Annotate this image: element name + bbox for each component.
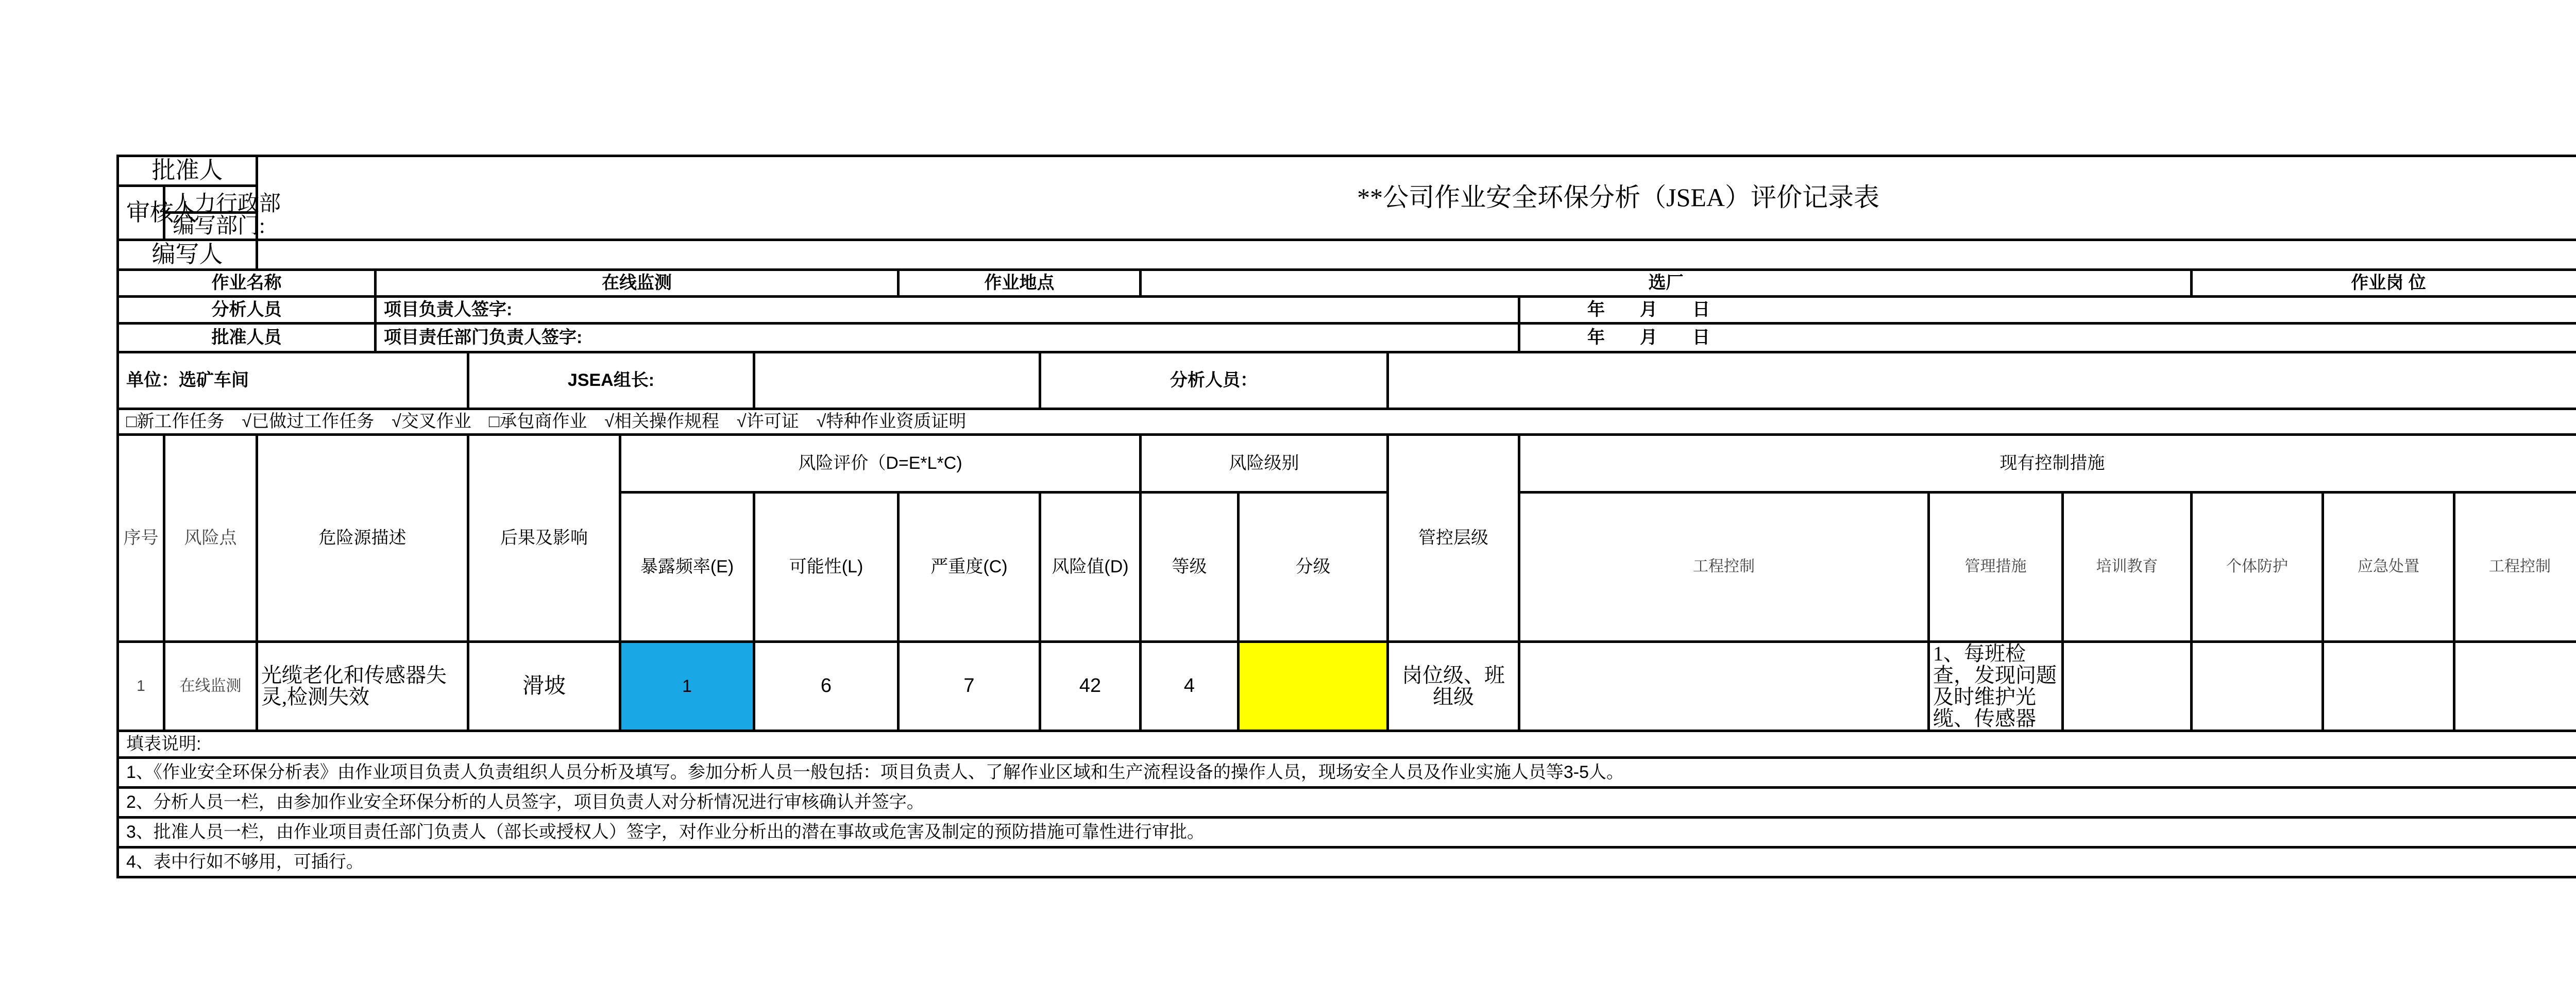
col-exposure: 暴露频率(E) — [620, 493, 754, 642]
col-hazard-desc: 危险源描述 — [257, 435, 468, 642]
col-risk-point: 风险点 — [164, 435, 257, 642]
note-item-2: 2、分析人员一栏，由参加作业安全环保分析的人员签字，项目负责人对分析情况进行审核确认并签字。 — [118, 788, 2576, 818]
cell-existing-emergency — [2323, 642, 2454, 731]
col-existing-engineering: 工程控制 — [1519, 493, 1929, 642]
task-type-checklist: □新工作任务 √已做过工作任务 √交叉作业 □承包商作业 √相关操作规程 √许可证 √特种作业资质证明 — [118, 409, 2576, 435]
writer-label: 编写人 — [118, 240, 257, 270]
writer-blank — [257, 240, 2576, 270]
cell-seq: 1 — [118, 642, 164, 731]
reviewer-dept: 人力行政部 — [164, 185, 257, 212]
cell-existing-training — [2063, 642, 2192, 731]
cell-existing-engineering — [1519, 642, 1929, 731]
notes-title: 填表说明: — [118, 731, 2576, 758]
col-severity: 严重度(C) — [899, 493, 1040, 642]
unit-label: 单位：选矿车间 — [118, 352, 468, 409]
cell-suggest-engineering — [2454, 642, 2576, 731]
col-level: 等级 — [1141, 493, 1239, 642]
cell-severity: 7 — [899, 642, 1040, 731]
project-lead-sign: 项目负责人签字: — [376, 297, 1519, 324]
writer-dept-label: 编写部门: — [164, 212, 257, 240]
note-item-4: 4、表中行如不够用，可插行。 — [118, 848, 2576, 877]
job-location-value: 选厂 — [1141, 270, 2192, 297]
job-name-value: 在线监测 — [376, 270, 899, 297]
cell-risk-value: 42 — [1040, 642, 1141, 731]
cell-risk-point: 在线监测 — [164, 642, 257, 731]
note-item-1: 1、《作业安全环保分析表》由作业项目负责人负责组织人员分析及填写。参加分析人员一般包括：项目负责人、了解作业区域和生产流程设备的操作人员，现场安全人员及作业实施人员等3-5人。 — [118, 758, 2576, 788]
col-existing-ppe: 个体防护 — [2192, 493, 2323, 642]
job-post-label: 作业岗 位 — [2192, 270, 2576, 297]
approval-label: 批准人员 — [118, 324, 376, 352]
note-item-3: 3、批准人员一栏，由作业项目责任部门负责人（部长或授权人）签字，对作业分析出的潜在事故或危害及制定的预防措施可靠性进行审批。 — [118, 818, 2576, 848]
col-grade: 分级 — [1239, 493, 1388, 642]
col-risk-level: 风险级别 — [1141, 435, 1388, 493]
approver-label: 批准人 — [118, 156, 257, 186]
analysts-label: 分析人员： — [1040, 352, 1388, 409]
col-risk-value: 风险值(D) — [1040, 493, 1141, 642]
dept-lead-sign: 项目责任部门负责人签字: — [376, 324, 1519, 352]
approval-date: 年 月 日 — [1519, 324, 2576, 352]
analyst-label: 分析人员 — [118, 297, 376, 324]
col-suggest-engineering: 工程控制 — [2454, 493, 2576, 642]
cell-existing-management: 1、每班检查，发现问题及时维护光缆、传感器 — [1929, 642, 2063, 731]
cell-hazard-desc: 光缆老化和传感器失灵,检测失效 — [257, 642, 468, 731]
analysts-value — [1388, 352, 2576, 409]
cell-exposure: 1 — [620, 642, 754, 731]
job-location-label: 作业地点 — [899, 270, 1141, 297]
cell-consequence: 滑坡 — [468, 642, 620, 731]
col-likelihood: 可能性(L) — [754, 493, 899, 642]
reviewer-label: 审核人 — [118, 185, 164, 240]
col-existing-management: 管理措施 — [1929, 493, 2063, 642]
col-control-level: 管控层级 — [1388, 435, 1519, 642]
cell-grade — [1239, 642, 1388, 731]
col-existing-measures: 现有控制措施 — [1519, 435, 2576, 493]
analyst-date: 年 月 日 — [1519, 297, 2576, 324]
col-risk-eval: 风险评价（D=E*L*C) — [620, 435, 1141, 493]
cell-likelihood: 6 — [754, 642, 899, 731]
jsea-leader-label: JSEA组长: — [468, 352, 754, 409]
jsea-table — [116, 155, 2576, 878]
cell-existing-ppe — [2192, 642, 2323, 731]
col-consequence: 后果及影响 — [468, 435, 620, 642]
col-seq: 序号 — [118, 435, 164, 642]
cell-control-level: 岗位级、班组级 — [1388, 642, 1519, 731]
job-name-label: 作业名称 — [118, 270, 376, 297]
page-title: **公司作业安全环保分析（JSEA）评价记录表 — [257, 156, 2576, 240]
table-row — [118, 642, 2576, 731]
col-existing-emergency: 应急处置 — [2323, 493, 2454, 642]
col-existing-training: 培训教育 — [2063, 493, 2192, 642]
jsea-leader-value — [754, 352, 1040, 409]
jsea-record-sheet — [116, 155, 2576, 878]
cell-level: 4 — [1141, 642, 1239, 731]
